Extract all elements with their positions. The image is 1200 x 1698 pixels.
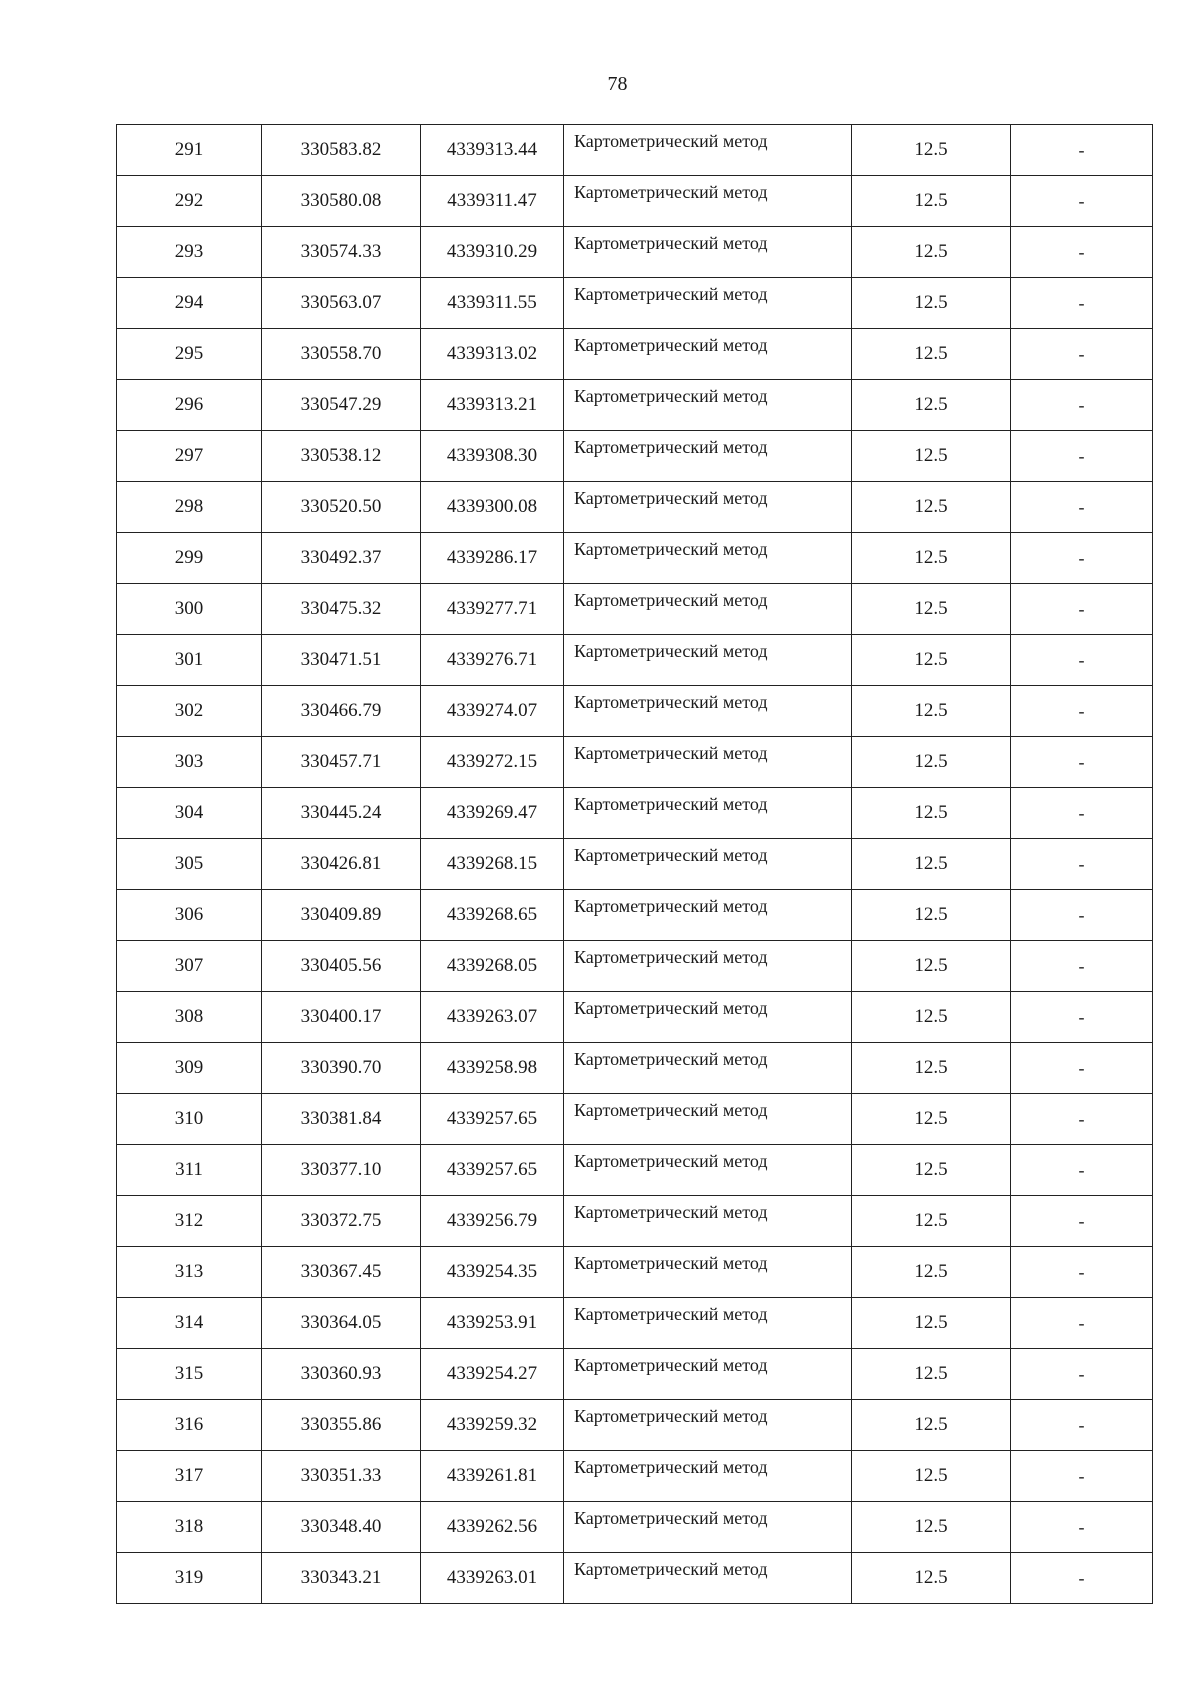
method-cell: Картометрический метод (564, 1451, 852, 1502)
method-cell: Картометрический метод (564, 941, 852, 992)
x-coordinate-cell: 330538.12 (262, 431, 421, 482)
y-coordinate-cell: 4339259.32 (421, 1400, 564, 1451)
point-number-cell: 305 (117, 839, 262, 890)
accuracy-cell: 12.5 (852, 635, 1011, 686)
method-cell: Картометрический метод (564, 482, 852, 533)
method-cell: Картометрический метод (564, 125, 852, 176)
accuracy-cell: 12.5 (852, 1451, 1011, 1502)
y-coordinate-cell: 4339268.05 (421, 941, 564, 992)
method-cell: Картометрический метод (564, 1247, 852, 1298)
x-coordinate-cell: 330351.33 (262, 1451, 421, 1502)
method-cell: Картометрический метод (564, 635, 852, 686)
note-cell: - (1011, 584, 1153, 635)
accuracy-cell: 12.5 (852, 1094, 1011, 1145)
note-cell: - (1011, 737, 1153, 788)
point-number-cell: 306 (117, 890, 262, 941)
note-cell: - (1011, 1043, 1153, 1094)
point-number-cell: 298 (117, 482, 262, 533)
accuracy-cell: 12.5 (852, 737, 1011, 788)
x-coordinate-cell: 330563.07 (262, 278, 421, 329)
method-cell: Картометрический метод (564, 584, 852, 635)
accuracy-cell: 12.5 (852, 584, 1011, 635)
accuracy-cell: 12.5 (852, 380, 1011, 431)
x-coordinate-cell: 330367.45 (262, 1247, 421, 1298)
y-coordinate-cell: 4339311.47 (421, 176, 564, 227)
method-cell: Картометрический метод (564, 1094, 852, 1145)
accuracy-cell: 12.5 (852, 1553, 1011, 1604)
accuracy-cell: 12.5 (852, 686, 1011, 737)
note-cell: - (1011, 1502, 1153, 1553)
point-number-cell: 294 (117, 278, 262, 329)
accuracy-cell: 12.5 (852, 1400, 1011, 1451)
method-cell: Картометрический метод (564, 1400, 852, 1451)
note-cell: - (1011, 686, 1153, 737)
method-cell: Картометрический метод (564, 176, 852, 227)
note-cell: - (1011, 890, 1153, 941)
point-number-cell: 307 (117, 941, 262, 992)
accuracy-cell: 12.5 (852, 1349, 1011, 1400)
method-cell: Картометрический метод (564, 1298, 852, 1349)
accuracy-cell: 12.5 (852, 1298, 1011, 1349)
x-coordinate-cell: 330360.93 (262, 1349, 421, 1400)
y-coordinate-cell: 4339313.02 (421, 329, 564, 380)
accuracy-cell: 12.5 (852, 788, 1011, 839)
method-cell: Картометрический метод (564, 1043, 852, 1094)
table-row (117, 278, 1153, 329)
method-cell: Картометрический метод (564, 686, 852, 737)
note-cell: - (1011, 1400, 1153, 1451)
note-cell: - (1011, 176, 1153, 227)
table-row (117, 584, 1153, 635)
y-coordinate-cell: 4339311.55 (421, 278, 564, 329)
note-cell: - (1011, 839, 1153, 890)
y-coordinate-cell: 4339254.27 (421, 1349, 564, 1400)
table-row (117, 992, 1153, 1043)
point-number-cell: 310 (117, 1094, 262, 1145)
point-number-cell: 296 (117, 380, 262, 431)
accuracy-cell: 12.5 (852, 329, 1011, 380)
note-cell: - (1011, 533, 1153, 584)
y-coordinate-cell: 4339254.35 (421, 1247, 564, 1298)
note-cell: - (1011, 1451, 1153, 1502)
accuracy-cell: 12.5 (852, 227, 1011, 278)
method-cell: Картометрический метод (564, 890, 852, 941)
accuracy-cell: 12.5 (852, 1145, 1011, 1196)
point-number-cell: 316 (117, 1400, 262, 1451)
x-coordinate-cell: 330520.50 (262, 482, 421, 533)
note-cell: - (1011, 431, 1153, 482)
method-cell: Картометрический метод (564, 992, 852, 1043)
x-coordinate-cell: 330405.56 (262, 941, 421, 992)
note-cell: - (1011, 278, 1153, 329)
method-cell: Картометрический метод (564, 1145, 852, 1196)
accuracy-cell: 12.5 (852, 176, 1011, 227)
y-coordinate-cell: 4339274.07 (421, 686, 564, 737)
table-row (117, 1451, 1153, 1502)
table-row (117, 788, 1153, 839)
method-cell: Картометрический метод (564, 227, 852, 278)
method-cell: Картометрический метод (564, 278, 852, 329)
table-row (117, 941, 1153, 992)
point-number-cell: 311 (117, 1145, 262, 1196)
table-row (117, 482, 1153, 533)
method-cell: Картометрический метод (564, 839, 852, 890)
y-coordinate-cell: 4339308.30 (421, 431, 564, 482)
x-coordinate-cell: 330466.79 (262, 686, 421, 737)
note-cell: - (1011, 1094, 1153, 1145)
y-coordinate-cell: 4339268.15 (421, 839, 564, 890)
method-cell: Картометрический метод (564, 329, 852, 380)
accuracy-cell: 12.5 (852, 890, 1011, 941)
x-coordinate-cell: 330409.89 (262, 890, 421, 941)
accuracy-cell: 12.5 (852, 839, 1011, 890)
x-coordinate-cell: 330377.10 (262, 1145, 421, 1196)
note-cell: - (1011, 1196, 1153, 1247)
note-cell: - (1011, 941, 1153, 992)
table-row (117, 431, 1153, 482)
table-row (117, 839, 1153, 890)
accuracy-cell: 12.5 (852, 533, 1011, 584)
x-coordinate-cell: 330348.40 (262, 1502, 421, 1553)
table-row (117, 1400, 1153, 1451)
table-row (117, 737, 1153, 788)
x-coordinate-cell: 330471.51 (262, 635, 421, 686)
method-cell: Картометрический метод (564, 431, 852, 482)
x-coordinate-cell: 330343.21 (262, 1553, 421, 1604)
method-cell: Картометрический метод (564, 533, 852, 584)
point-number-cell: 297 (117, 431, 262, 482)
y-coordinate-cell: 4339276.71 (421, 635, 564, 686)
point-number-cell: 301 (117, 635, 262, 686)
x-coordinate-cell: 330580.08 (262, 176, 421, 227)
table-row (117, 1298, 1153, 1349)
accuracy-cell: 12.5 (852, 992, 1011, 1043)
y-coordinate-cell: 4339263.07 (421, 992, 564, 1043)
method-cell: Картометрический метод (564, 1196, 852, 1247)
note-cell: - (1011, 788, 1153, 839)
note-cell: - (1011, 635, 1153, 686)
accuracy-cell: 12.5 (852, 278, 1011, 329)
method-cell: Картометрический метод (564, 380, 852, 431)
x-coordinate-cell: 330445.24 (262, 788, 421, 839)
x-coordinate-cell: 330475.32 (262, 584, 421, 635)
table-row (117, 890, 1153, 941)
y-coordinate-cell: 4339300.08 (421, 482, 564, 533)
y-coordinate-cell: 4339313.21 (421, 380, 564, 431)
note-cell: - (1011, 1298, 1153, 1349)
x-coordinate-cell: 330547.29 (262, 380, 421, 431)
y-coordinate-cell: 4339313.44 (421, 125, 564, 176)
y-coordinate-cell: 4339269.47 (421, 788, 564, 839)
point-number-cell: 308 (117, 992, 262, 1043)
table-row (117, 1349, 1153, 1400)
note-cell: - (1011, 1145, 1153, 1196)
note-cell: - (1011, 1553, 1153, 1604)
note-cell: - (1011, 227, 1153, 278)
x-coordinate-cell: 330558.70 (262, 329, 421, 380)
table-row (117, 125, 1153, 176)
table-row (117, 1145, 1153, 1196)
note-cell: - (1011, 1349, 1153, 1400)
table-row (117, 1553, 1153, 1604)
y-coordinate-cell: 4339258.98 (421, 1043, 564, 1094)
point-number-cell: 304 (117, 788, 262, 839)
accuracy-cell: 12.5 (852, 1196, 1011, 1247)
coordinates-table-body (117, 125, 1153, 1604)
method-cell: Картометрический метод (564, 1553, 852, 1604)
note-cell: - (1011, 125, 1153, 176)
accuracy-cell: 12.5 (852, 1247, 1011, 1298)
table-row (117, 176, 1153, 227)
point-number-cell: 319 (117, 1553, 262, 1604)
x-coordinate-cell: 330574.33 (262, 227, 421, 278)
x-coordinate-cell: 330381.84 (262, 1094, 421, 1145)
table-row (117, 1094, 1153, 1145)
y-coordinate-cell: 4339253.91 (421, 1298, 564, 1349)
table-row (117, 635, 1153, 686)
table-row (117, 1043, 1153, 1094)
y-coordinate-cell: 4339272.15 (421, 737, 564, 788)
point-number-cell: 299 (117, 533, 262, 584)
x-coordinate-cell: 330372.75 (262, 1196, 421, 1247)
point-number-cell: 293 (117, 227, 262, 278)
point-number-cell: 300 (117, 584, 262, 635)
x-coordinate-cell: 330583.82 (262, 125, 421, 176)
point-number-cell: 303 (117, 737, 262, 788)
note-cell: - (1011, 992, 1153, 1043)
y-coordinate-cell: 4339286.17 (421, 533, 564, 584)
table-row (117, 1502, 1153, 1553)
table-row (117, 329, 1153, 380)
point-number-cell: 317 (117, 1451, 262, 1502)
coordinates-table (116, 124, 1153, 1604)
point-number-cell: 302 (117, 686, 262, 737)
x-coordinate-cell: 330390.70 (262, 1043, 421, 1094)
point-number-cell: 291 (117, 125, 262, 176)
method-cell: Картометрический метод (564, 1502, 852, 1553)
page-number: 78 (607, 73, 628, 95)
point-number-cell: 313 (117, 1247, 262, 1298)
method-cell: Картометрический метод (564, 788, 852, 839)
accuracy-cell: 12.5 (852, 431, 1011, 482)
x-coordinate-cell: 330355.86 (262, 1400, 421, 1451)
point-number-cell: 312 (117, 1196, 262, 1247)
point-number-cell: 295 (117, 329, 262, 380)
y-coordinate-cell: 4339257.65 (421, 1145, 564, 1196)
accuracy-cell: 12.5 (852, 482, 1011, 533)
y-coordinate-cell: 4339256.79 (421, 1196, 564, 1247)
y-coordinate-cell: 4339261.81 (421, 1451, 564, 1502)
table-row (117, 1196, 1153, 1247)
table-row (117, 380, 1153, 431)
x-coordinate-cell: 330426.81 (262, 839, 421, 890)
table-row (117, 533, 1153, 584)
accuracy-cell: 12.5 (852, 941, 1011, 992)
y-coordinate-cell: 4339277.71 (421, 584, 564, 635)
point-number-cell: 315 (117, 1349, 262, 1400)
accuracy-cell: 12.5 (852, 1502, 1011, 1553)
y-coordinate-cell: 4339263.01 (421, 1553, 564, 1604)
x-coordinate-cell: 330400.17 (262, 992, 421, 1043)
x-coordinate-cell: 330457.71 (262, 737, 421, 788)
y-coordinate-cell: 4339268.65 (421, 890, 564, 941)
accuracy-cell: 12.5 (852, 1043, 1011, 1094)
y-coordinate-cell: 4339262.56 (421, 1502, 564, 1553)
y-coordinate-cell: 4339310.29 (421, 227, 564, 278)
point-number-cell: 318 (117, 1502, 262, 1553)
method-cell: Картометрический метод (564, 1349, 852, 1400)
note-cell: - (1011, 482, 1153, 533)
method-cell: Картометрический метод (564, 737, 852, 788)
note-cell: - (1011, 1247, 1153, 1298)
table-row (117, 227, 1153, 278)
note-cell: - (1011, 380, 1153, 431)
table-row (117, 1247, 1153, 1298)
point-number-cell: 309 (117, 1043, 262, 1094)
x-coordinate-cell: 330364.05 (262, 1298, 421, 1349)
point-number-cell: 292 (117, 176, 262, 227)
point-number-cell: 314 (117, 1298, 262, 1349)
x-coordinate-cell: 330492.37 (262, 533, 421, 584)
note-cell: - (1011, 329, 1153, 380)
table-row (117, 686, 1153, 737)
y-coordinate-cell: 4339257.65 (421, 1094, 564, 1145)
accuracy-cell: 12.5 (852, 125, 1011, 176)
